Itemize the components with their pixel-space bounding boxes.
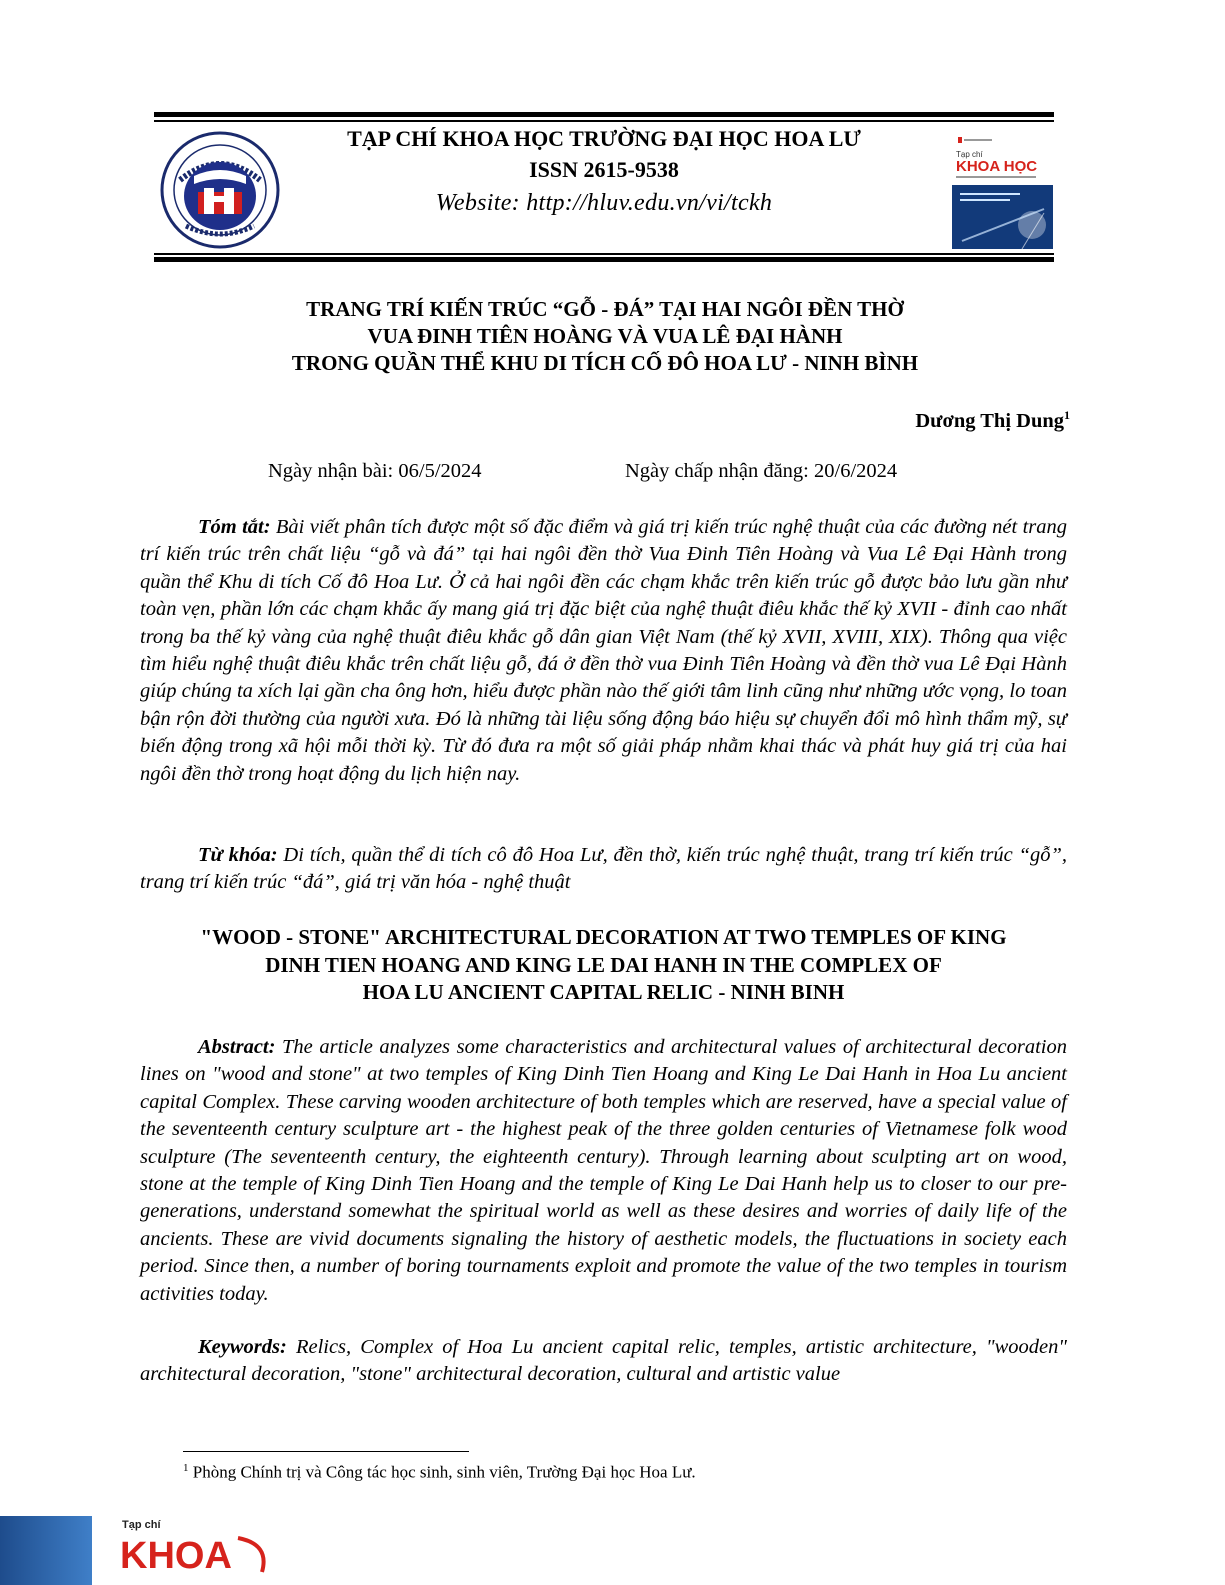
footer-color-bar bbox=[0, 1516, 92, 1585]
keywords-label: Từ khóa: bbox=[198, 844, 278, 866]
author-name bbox=[915, 408, 1070, 433]
author-text: Dương Thị Dung bbox=[915, 409, 1064, 432]
footnote-rule bbox=[183, 1451, 469, 1452]
article-title-english bbox=[140, 924, 1067, 1007]
title-line: VUA ĐINH TIÊN HOÀNG VÀ VUA LÊ ĐẠI HÀNH bbox=[367, 324, 843, 348]
header-rule bbox=[154, 257, 1054, 262]
abstract-english bbox=[140, 1034, 1067, 1308]
abstract-text: The article analyzes some characteristics and architectural values of architectural decoration lines on "wood and stone" at two temples of King Dinh Tien Hoang and King Le Dai Hanh in Hoa Lu ancient capital Complex. These carving wooden architecture of both temples which are reserved, have a special value of the seventeenth century sculpture art - the highest peak of the three golden centuries of Vietnamese folk wood sculpture (The seventeenth century, the eighteenth century). Through learning about sculpting art on wood, stone at the temple of King Dinh Tien Hoang and the temple of King Le Dai Hanh help us to closer to our pre-generations, understand somewhat the spiritual world as well as these desires and worries of daily life of the ancients. These are vivid documents signaling the history of aesthetic models, the fluctuations in society each period. Since then, a number of boring tournaments exploit and promote the value of the two temples in tourism activities today. bbox=[140, 1036, 1067, 1305]
journal-cover-thumbnail bbox=[952, 129, 1053, 249]
keywords-label: Keywords: bbox=[198, 1336, 287, 1358]
title-line: TRONG QUẦN THỂ KHU DI TÍCH CỐ ĐÔ HOA LƯ - NINH BÌNH bbox=[291, 351, 919, 375]
university-seal-icon bbox=[158, 130, 282, 250]
footnote bbox=[183, 1462, 696, 1483]
svg-text:KHOA: KHOA bbox=[120, 1535, 232, 1577]
title-line: DINH TIEN HOANG AND KING LE DAI HANH IN THE COMPLEX OF bbox=[265, 952, 942, 977]
keywords-text: Di tích, quần thể di tích cô đô Hoa Lư, đền thờ, kiến trúc nghệ thuật, trang trí kiến trúc “gỗ”, trang trí kiến trúc “đá”, giá trị văn hóa - nghệ thuật bbox=[140, 844, 1067, 894]
keywords-english bbox=[140, 1334, 1067, 1389]
svg-text:Tạp chí: Tạp chí bbox=[956, 150, 983, 159]
header-rule bbox=[154, 112, 1054, 117]
header-rule bbox=[154, 120, 1054, 122]
svg-text:Tạp chí: Tạp chí bbox=[122, 1519, 161, 1531]
keywords-text: Relics, Complex of Hoa Lu ancient capital relic, temples, artistic architecture, "wooden" architectural decoration, "stone" architectural decoration, cultural and artistic value bbox=[140, 1336, 1067, 1386]
header-rule bbox=[154, 253, 1054, 255]
footnote-text: Phòng Chính trị và Công tác học sinh, sinh viên, Trường Đại học Hoa Lư. bbox=[188, 1462, 696, 1482]
abstract-text: Bài viết phân tích được một số đặc điểm và giá trị kiến trúc nghệ thuật của các đường nét trang trí kiến trúc trên chất liệu “gỗ và đá” tại hai ngôi đền thờ Vua Đinh Tiên Hoàng và Vua Lê Đại Hành trong quần thể Khu di tích Cố đô Hoa Lư. Ở cả hai ngôi đền các chạm khắc trên kiến trúc gỗ được bảo lưu gần như toàn vẹn, phần lớn các chạm khắc ấy mang giá trị đặc biệt của nghệ thuật điêu khắc thế kỷ XVII - đỉnh cao nhất trong ba thế kỷ vàng của nghệ thuật điêu khắc gỗ dân gian Việt Nam (thế kỷ XVII, XVIII, XIX). Thông qua việc tìm hiểu nghệ thuật điêu khắc trên chất liệu gỗ, đá ở đền thờ vua Đinh Tiên Hoàng và đền thờ vua Lê Đại Hành giúp chúng ta xích lại gần cha ông hơn, hiểu được phần nào thế giới tâm linh cũng như những ước vọng, lo toan bận rộn đời thường của người xưa. Đó là những tài liệu sống động báo hiệu sự chuyển đổi mô hình thẩm mỹ, sự biến động trong xã hội mỗi thời kỳ. Từ đó đưa ra một số giải pháp nhằm khai thác và phát huy giá trị của hai ngôi đền thờ trong hoạt động du lịch hiện nay. bbox=[140, 516, 1068, 785]
title-line: "WOOD - STONE" ARCHITECTURAL DECORATION AT TWO TEMPLES OF KING bbox=[200, 925, 1007, 949]
title-line: TRANG TRÍ KIẾN TRÚC “GỖ - ĐÁ” TẠI HAI NGÔI ĐỀN THỜ bbox=[306, 297, 904, 321]
title-line: HOA LU ANCIENT CAPITAL RELIC - NINH BINH bbox=[362, 980, 845, 1004]
keywords-vietnamese bbox=[140, 842, 1067, 897]
journal-website: Website: http://hluv.edu.vn/vi/tckh bbox=[435, 190, 773, 216]
submission-dates bbox=[268, 460, 968, 483]
journal-masthead bbox=[284, 124, 924, 220]
footnote-mark: 1 bbox=[183, 1462, 189, 1474]
journal-cover-icon bbox=[952, 129, 1053, 249]
abstract-label: Abstract: bbox=[198, 1036, 276, 1058]
article-title-vietnamese bbox=[150, 296, 1060, 377]
journal-logo-icon bbox=[120, 1514, 280, 1585]
svg-text:KHOA HỌC: KHOA HỌC bbox=[956, 158, 1038, 175]
abstract-label: Tóm tắt: bbox=[198, 516, 271, 538]
journal-issn: ISSN 2615-9538 bbox=[529, 157, 679, 182]
abstract-vietnamese bbox=[140, 514, 1067, 788]
author-footnote-mark: 1 bbox=[1064, 408, 1070, 422]
journal-name: TẠP CHÍ KHOA HỌC TRƯỜNG ĐẠI HỌC HOA LƯ bbox=[347, 126, 861, 151]
accepted-date: Ngày chấp nhận đăng: 20/6/2024 bbox=[625, 460, 898, 482]
received-date: Ngày nhận bài: 06/5/2024 bbox=[268, 460, 482, 482]
journal-header bbox=[154, 112, 1054, 264]
